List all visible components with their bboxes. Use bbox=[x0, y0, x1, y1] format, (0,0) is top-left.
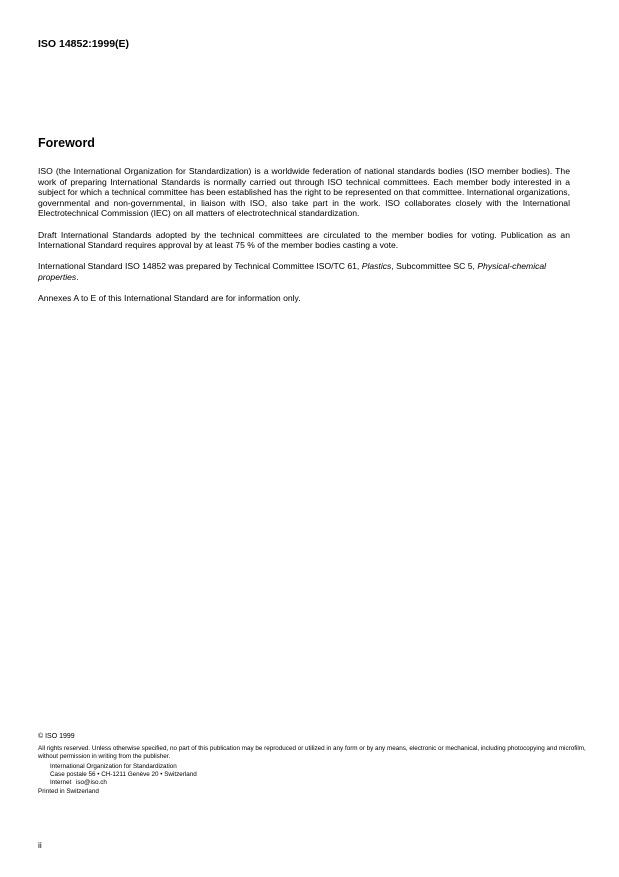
subcommittee-name: Physical-chemical properties bbox=[38, 261, 547, 282]
internet-label: Internet bbox=[50, 779, 72, 786]
foreword-paragraph-4: Annexes A to E of this International Standard are for information only. bbox=[38, 293, 301, 304]
internet-email-link[interactable]: iso@iso.ch bbox=[76, 779, 107, 786]
printed-in: Printed in Switzerland bbox=[38, 788, 99, 795]
foreword-paragraph-3 bbox=[38, 261, 570, 282]
paragraph-3-text-b: , Subcommittee SC 5, bbox=[391, 261, 478, 272]
committee-name-plastics: Plastics bbox=[361, 261, 392, 272]
foreword-paragraph-2: Draft International Standards adopted by the technical committees are circulated to the member bodies for voting. Publication as an International Standard requires approval by at least 75 % of the member bodies casting a vote. bbox=[38, 229, 570, 251]
foreword-body bbox=[38, 166, 570, 314]
copyright-footer bbox=[38, 733, 586, 796]
paragraph-3-text-a: International Standard ISO 14852 was prepared by Technical Committee ISO/TC 61, bbox=[38, 261, 362, 272]
org-name: International Organization for Standardization bbox=[50, 763, 177, 770]
paragraph-3-end: . bbox=[76, 271, 79, 282]
copyright-line: © ISO 1999 bbox=[38, 733, 75, 740]
foreword-paragraph-1: ISO (the International Organization for Standardization) is a worldwide federation of national standards bodies (ISO member bodies). The work of preparing International Standards is normally carried out through ISO technical committees. Each member body interested in a subject for which a technical committee has been established has the right to be represented on that committee. International organizations, governmental and non-governmental, in liaison with ISO, also take part in the work. ISO collaborates closely with the International Electrotechnical Commission (IEC) on all matters of electrotechnical standardization. bbox=[38, 166, 570, 219]
internet-line bbox=[38, 779, 586, 787]
document-id: ISO 14852:1999(E) bbox=[38, 38, 130, 50]
page-number: ii bbox=[38, 840, 42, 850]
rights-notice: All rights reserved. Unless otherwise specified, no part of this publication may be reproduced or utilized in any form or by any means, electronic or mechanical, including photocopying and microfilm, without permission in writing from the publisher. bbox=[38, 745, 586, 760]
foreword-title: Foreword bbox=[38, 136, 95, 150]
org-address: Case postale 56 • CH-1211 Genève 20 • Switzerland bbox=[50, 771, 197, 778]
